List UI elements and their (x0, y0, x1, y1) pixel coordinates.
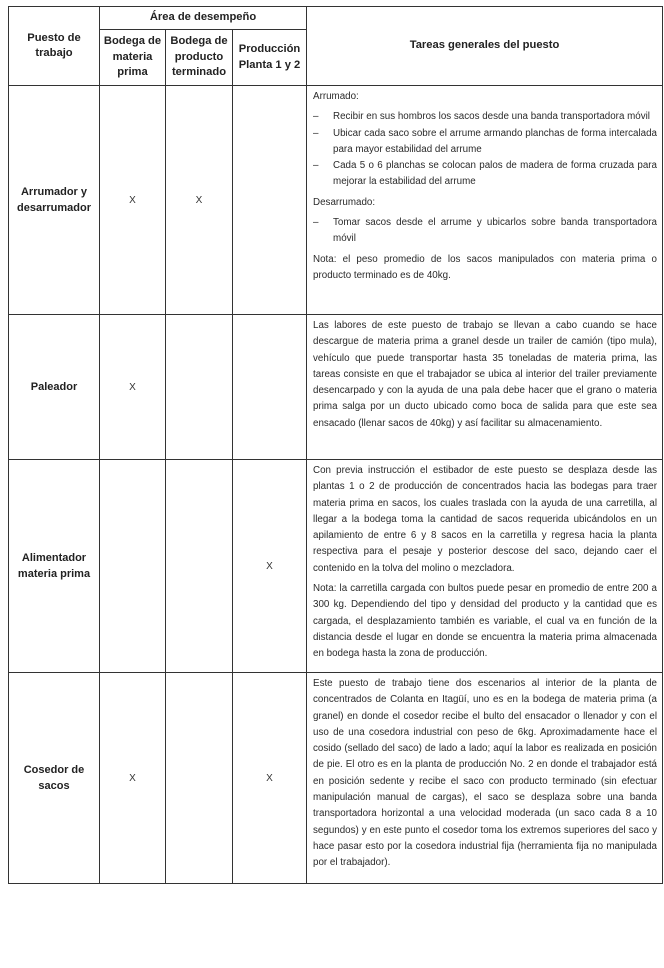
mark-produccion: X (233, 673, 307, 884)
mark-bodega-pt: X (166, 86, 233, 315)
list-item: – Cada 5 o 6 planchas se colocan palos de madera de forma cruzada para mejorar la estabilidad del arrume (313, 158, 657, 191)
table-row (9, 315, 663, 460)
task-description (307, 86, 663, 315)
list-item: – Ubicar cada saco sobre el arrume armando planchas de forma intercalada para mayor estabilidad del arrume (313, 126, 657, 159)
list-item: – Recibir en sus hombros los sacos desde una banda transportadora móvil (313, 109, 657, 125)
section-title: Desarrumado: (313, 196, 376, 208)
mark-bodega-pt (166, 315, 233, 460)
task-description (307, 673, 663, 884)
note: Nota: la carretilla cargada con bultos puede pesar en promedio de entre 200 a 300 kg. Dependiendo del tipo y densidad del producto y la cantidad que es cargada, el desplazamiento también es variable, el cual va en función de la distancia desde el lugar en donde se encuentra la materia prima almacenada en bodega hasta la zona de producción. (313, 583, 657, 660)
table-row (9, 86, 663, 315)
header-bodega-producto-terminado: Bodega de producto terminado (166, 30, 233, 86)
description-text: Este puesto de trabajo tiene dos escenarios al interior de la planta de concentrados de Colanta en Itagüí, uno es en la bodega de materia prima (a granel) en donde el cosedor recibe el bulto del ensacador o llenador y con el uso de una cosedora industrial con peso de 6kg. Aproximadamente hace el cosido (sellado del saco) de lado a lado; aquí la labor es realizada en posición de pie. El otro es en la planta de producción No. 2 en donde el trabajador está en posición sedente y recibe el saco con producto terminado (sin efectuar manipulación manual de cargas), el saco se desplaza sobre una banda transportadora horizontal a una velocidad moderada (un saco cada 8 a 10 segundos) y en este punto el cosedor toma los extremos superiores del saco y hace pasar esto por la cosedora industrial fija (herramienta fija no manipulada por el trabajador). (313, 678, 657, 869)
mark-produccion (233, 86, 307, 315)
mark-bodega-mp: X (100, 673, 166, 884)
mark-bodega-mp: X (100, 86, 166, 315)
header-tareas: Tareas generales del puesto (307, 7, 663, 86)
table-row (9, 460, 663, 673)
section-title: Arrumado: (313, 91, 359, 102)
mark-produccion: X (233, 460, 307, 673)
header-area: Área de desempeño (100, 7, 307, 30)
mark-bodega-pt (166, 460, 233, 673)
header-produccion: Producción Planta 1 y 2 (233, 30, 307, 86)
task-description (307, 315, 663, 460)
header-puesto: Puesto de trabajo (9, 7, 100, 86)
description-text: Las labores de este puesto de trabajo se llevan a cabo cuando se hace descargue de materia prima a granel desde un trailer de camión (tipo mula), vehículo que puede transportar hasta 35 toneladas de materia prima, las tareas consiste en que el trabajador se ubica al interior del trailer previamente desencarpado y con la ayuda de una pala debe hacer que el grano o materia prima salga por un ducto ubicado como boca de salida para que este sea ensacado (llenar sacos de 40kg) y así facilitar su almacenamiento. (313, 320, 657, 429)
list-item: – Tomar sacos desde el arrume y ubicarlos sobre banda transportadora móvil (313, 215, 657, 248)
mark-bodega-mp: X (100, 315, 166, 460)
task-description (307, 460, 663, 673)
mark-bodega-pt (166, 673, 233, 884)
note: Nota: el peso promedio de los sacos manipulados con materia prima o producto terminado es de 40kg. (313, 253, 657, 281)
role-name: Paleador (9, 315, 100, 460)
role-name: Cosedor de sacos (9, 673, 100, 884)
role-name: Alimentador materia prima (9, 460, 100, 673)
role-name: Arrumador y desarrumador (9, 86, 100, 315)
mark-produccion (233, 315, 307, 460)
task-list (313, 109, 657, 190)
description-text: Con previa instrucción el estibador de este puesto se desplaza desde las plantas 1 o 2 de producción de concentrados hacia las bodegas para traer materia prima en sacos, los cuales traslada con la ayuda de una carretilla, al llegar a la bodega toma la cantidad de sacos requerida ubicándolos en un apilamiento de entre 6 y 8 sacos en la carretilla y regresa hacia la planta respectiva para el pesaje y posterior descosе del saco, dejando caer el contenido en la tolva del molino o mezcladora. (313, 465, 657, 574)
header-bodega-materia-prima: Bodega de materia prima (100, 30, 166, 86)
mark-bodega-mp (100, 460, 166, 673)
job-tasks-table (8, 6, 663, 884)
table-row (9, 673, 663, 884)
task-list (313, 215, 657, 248)
